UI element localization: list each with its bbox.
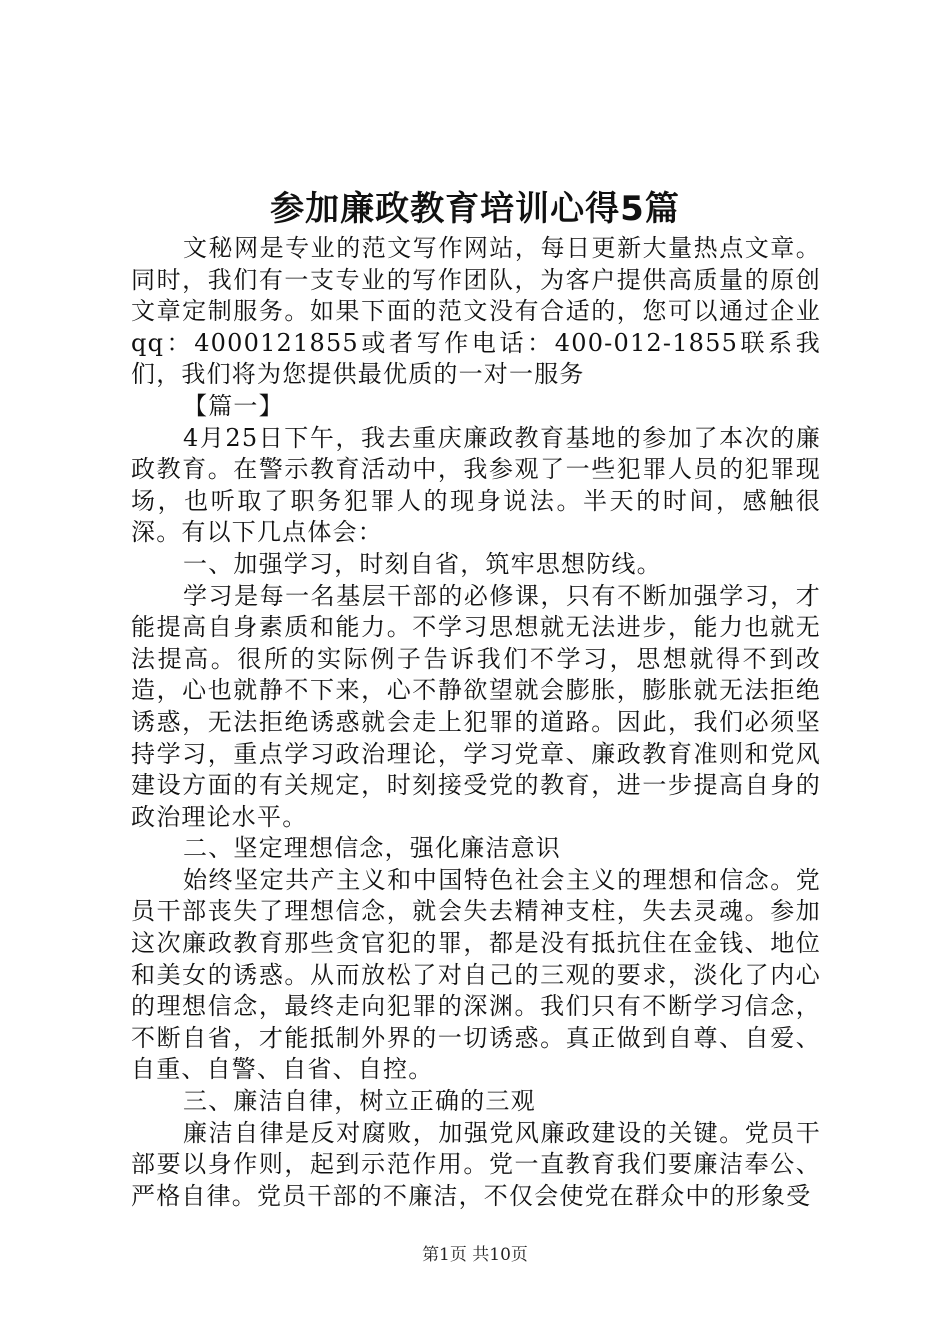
body-paragraph: 廉洁自律是反对腐败，加强党风廉政建设的关键。党员干部要以身作则，起到示范作用。党一直教育我们要廉洁奉公、严格自律。党员干部的不廉洁，不仅会使党在群众中的形象受 (131, 1118, 821, 1210)
subheading-three: 三、廉洁自律，树立正确的三观 (183, 1087, 536, 1116)
subheading-one: 一、加强学习，时刻自省，筑牢思想防线。 (183, 549, 662, 578)
document-title: 参加廉政教育培训心得5篇 (270, 189, 680, 229)
document-body (131, 233, 821, 1212)
section-heading-part-one: 【篇一】 (183, 391, 284, 420)
intro-paragraph: 文秘网是专业的范文写作网站，每日更新大量热点文章。同时，我们有一支专业的写作团队，为客户提供高质量的原创文章定制服务。如果下面的范文没有合适的，您可以通过企业qq：4000121855或者写作电话：400-012-1855联系我们，我们将为您提供最优质的一对一服务 (131, 234, 821, 389)
body-paragraph: 学习是每一名基层干部的必修课，只有不断加强学习，才能提高自身素质和能力。不学习思想就无法进步，能力也就无法提高。很所的实际例子告诉我们不学习，思想就得不到改造，心也就静不下来，心不静欲望就会膨胀，膨胀就无法拒绝诱惑，无法拒绝诱惑就会走上犯罪的道路。因此，我们必须坚持学习，重点学习政治理论，学习党章、廉政教育准则和党风建设方面的有关规定，时刻接受党的教育，进一步提高自身的政治理论水平。 (131, 581, 821, 831)
body-paragraph: 4月25日下午，我去重庆廉政教育基地的参加了本次的廉政教育。在警示教育活动中，我参观了一些犯罪人员的犯罪现场，也听取了职务犯罪人的现身说法。半天的时间，感触很深。有以下几点体会： (131, 423, 821, 547)
body-paragraph: 始终坚定共产主义和中国特色社会主义的理想和信念。党员干部丧失了理想信念，就会失去精神支柱，失去灵魂。参加这次廉政教育那些贪官犯的罪，都是没有抵抗住在金钱、地位和美女的诱惑。从而放松了对自己的三观的要求，淡化了内心的理想信念，最终走向犯罪的深渊。我们只有不断学习信念，不断自省，才能抵制外界的一切诱惑。真正做到自尊、自爱、自重、自警、自省、自控。 (131, 865, 821, 1084)
subheading-two: 二、坚定理想信念，强化廉洁意识 (183, 834, 561, 863)
page-number-footer: 第1页 共10页 (422, 1245, 528, 1265)
